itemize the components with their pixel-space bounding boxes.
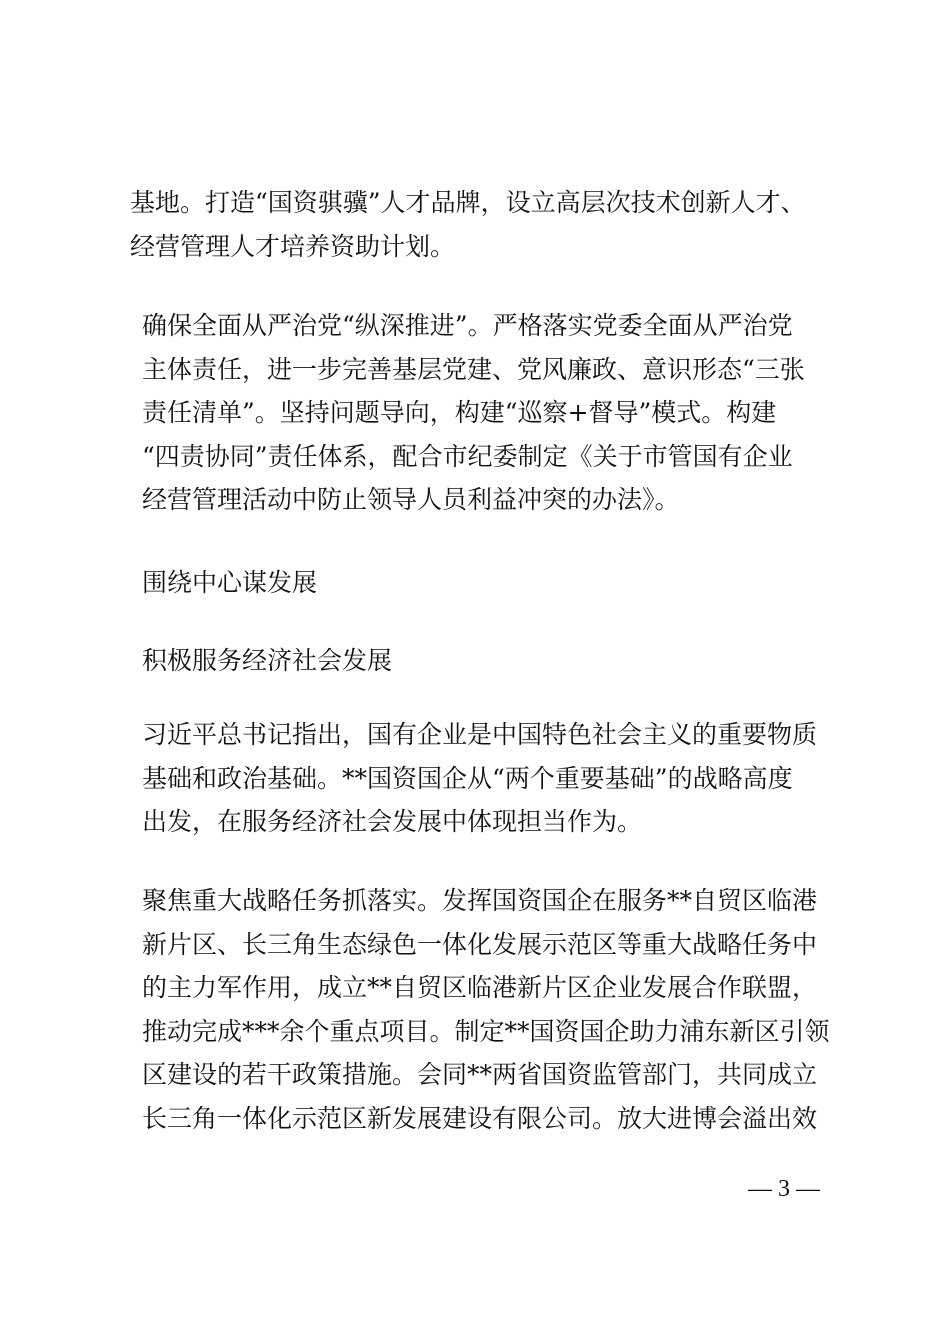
text-line: 确保全面从严治党“纵深推进”。严格落实党委全面从严治党	[142, 311, 793, 340]
paragraph-4	[130, 879, 835, 1140]
text-line: 主体责任，进一步完善基层党建、党风廉政、意识形态“三张	[142, 354, 805, 384]
heading-text: 围绕中心谋发展	[142, 568, 318, 597]
text-line: 出发，在服务经济社会发展中体现担当作为。	[142, 807, 643, 836]
page-number: — 3 —	[748, 1176, 820, 1202]
paragraph-1	[130, 181, 835, 268]
text-line: 基地。打造“国资骐骥”人才品牌，设立高层次技术创新人才、	[130, 188, 806, 217]
text-line: 责任清单”。坚持问题导向，构建“巡察+督导”模式。构建	[142, 398, 777, 427]
text-line: 新片区、长三角生态绿色一体化发展示范区等重大战略任务中	[142, 929, 818, 959]
text-line: 长三角一体化示范区新发展建设有限公司。放大进博会溢出效	[142, 1103, 818, 1133]
paragraph-3	[130, 713, 835, 844]
paragraph-2	[130, 304, 835, 522]
text-line: 区建设的若干政策措施。会同**两省国资监管部门，共同成立	[142, 1060, 818, 1089]
text-line: “四责协同”责任体系，配合市纪委制定《关于市管国有企业	[142, 441, 793, 471]
text-line: 聚焦重大战略任务抓落实。发挥国资国企在服务**自贸区临港	[142, 886, 818, 915]
text-line: 经营管理人才培养资助计划。	[130, 231, 456, 261]
heading-text: 积极服务经济社会发展	[142, 646, 393, 675]
text-line: 推动完成***余个重点项目。制定**国资国企助力浦东新区引领	[142, 1016, 830, 1046]
section-heading-1	[130, 561, 835, 605]
section-heading-2	[130, 639, 835, 683]
text-line: 基础和政治基础。**国资国企从“两个重要基础”的战略高度	[142, 763, 793, 793]
text-line: 经营管理活动中防止领导人员利益冲突的办法》。	[142, 485, 680, 514]
text-line: 的主力军作用，成立**自贸区临港新片区企业发展合作联盟，	[142, 973, 818, 1002]
text-line: 习近平总书记指出，国有企业是中国特色社会主义的重要物质	[142, 720, 818, 749]
